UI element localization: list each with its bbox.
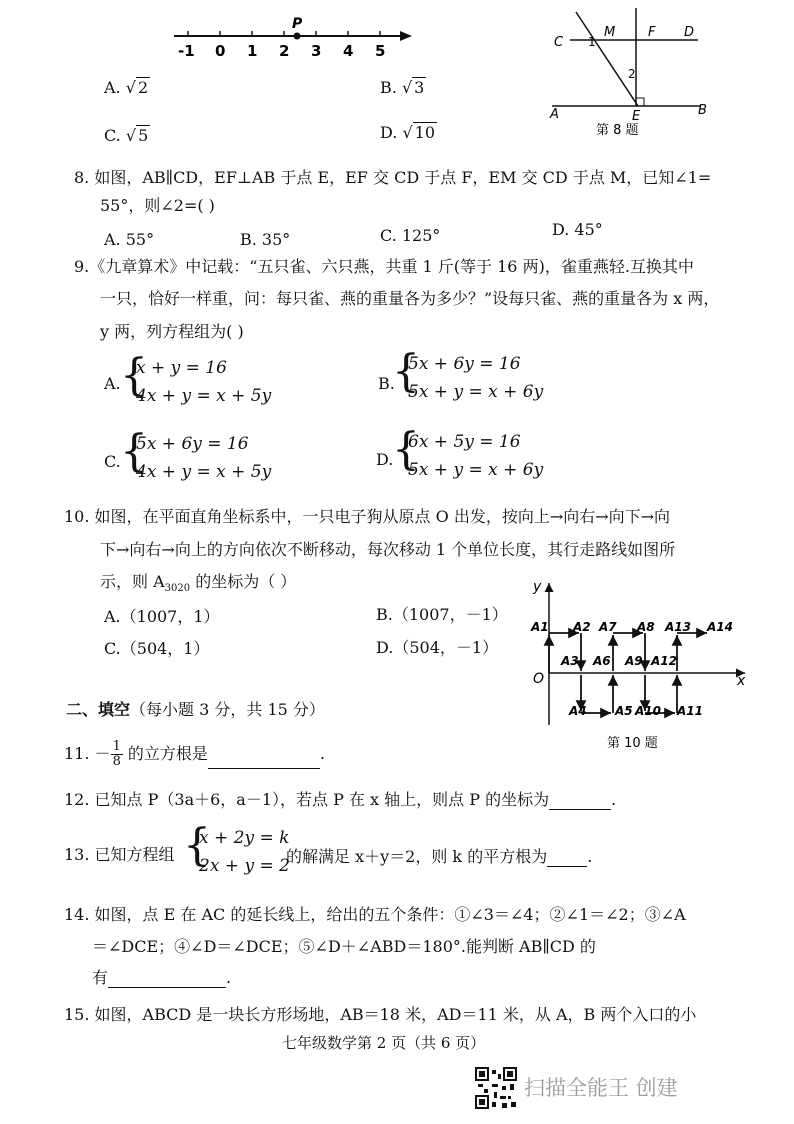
q13-system: { x + 2y = k 2x + y = 2 bbox=[183, 820, 290, 876]
svg-text:1: 1 bbox=[588, 35, 596, 49]
q12: 12. 已知点 P（3a＋6，a－1），若点 P 在 x 轴上，则点 P 的坐标为 . bbox=[64, 790, 617, 809]
svg-text:E: E bbox=[632, 109, 641, 124]
q8-stem-2: 55°，则∠2=( ) bbox=[100, 196, 215, 215]
q14-stem-2: ＝∠DCE；④∠D＝∠DCE；⑤∠D＋∠ABD＝180°.能判断 AB∥CD 的 bbox=[92, 937, 596, 956]
figure-10 bbox=[525, 575, 760, 755]
q14-answer-blank[interactable] bbox=[108, 969, 226, 988]
point-p-label: P bbox=[292, 16, 303, 32]
q14-stem-3: 有 . bbox=[92, 968, 232, 987]
svg-text:A5: A5 bbox=[615, 704, 633, 718]
svg-text:A2: A2 bbox=[573, 620, 591, 634]
svg-text:0: 0 bbox=[215, 42, 226, 60]
q8-stem: 8. 如图，AB∥CD，EF⊥AB 于点 E，EF 交 CD 于点 F，EM 交 CD 于点 M，已知∠1= bbox=[74, 168, 712, 187]
q9-stem: 9.《九章算术》中记载：“五只雀、六只燕，共重 1 斤(等于 16 两)，雀重燕轻.互换其中 bbox=[74, 257, 694, 276]
q9-option-d-system: { 6x + 5y = 16 5x + y = x + 6y bbox=[392, 424, 544, 480]
q10-stem-3: 示，则 $A_{3020}$ 的坐标为（ ） bbox=[100, 572, 297, 595]
svg-text:A7: A7 bbox=[599, 620, 617, 634]
q10-option-b[interactable]: B.（1007，－1） bbox=[376, 605, 508, 624]
svg-text:A1: A1 bbox=[531, 620, 549, 634]
q8-option-d[interactable]: D. 45° bbox=[552, 220, 603, 239]
number-line bbox=[168, 14, 418, 64]
q10-option-d[interactable]: D.（504，－1） bbox=[376, 638, 499, 657]
svg-text:2: 2 bbox=[628, 67, 636, 81]
figure-8 bbox=[548, 6, 718, 146]
svg-text:D: D bbox=[684, 25, 695, 40]
q9-stem-3: y 两，列方程组为( ) bbox=[100, 322, 244, 341]
svg-text:A9: A9 bbox=[625, 654, 643, 668]
q13-suffix: 的解满足 x＋y＝2，则 k 的平方根为 . bbox=[286, 847, 593, 866]
qr-code-icon bbox=[474, 1066, 518, 1110]
watermark-text: 扫描全能王 创建 bbox=[524, 1076, 678, 1100]
q9-option-d-label[interactable]: D. bbox=[376, 450, 394, 469]
svg-text:A4: A4 bbox=[569, 704, 587, 718]
q13-prefix: 13. 已知方程组 bbox=[64, 845, 175, 864]
svg-text:A3: A3 bbox=[561, 654, 579, 668]
svg-text:x: x bbox=[737, 673, 746, 689]
q9-option-b-system: { 5x + 6y = 16 5x + y = x + 6y bbox=[392, 346, 544, 402]
svg-text:第 10 题: 第 10 题 bbox=[607, 736, 658, 751]
q14-stem: 14. 如图，点 E 在 AC 的延长线上，给出的五个条件：①∠3＝∠4；②∠1＝∠2；③∠A bbox=[64, 905, 686, 924]
svg-text:3: 3 bbox=[311, 42, 322, 60]
q13-answer-blank[interactable] bbox=[547, 848, 587, 867]
svg-text:A6: A6 bbox=[593, 654, 611, 668]
q10-option-c[interactable]: C.（504，1） bbox=[104, 639, 210, 658]
q8-option-a[interactable]: A. 55° bbox=[104, 230, 155, 249]
q9-option-a-label[interactable]: A. bbox=[104, 374, 121, 393]
q8-option-c[interactable]: C. 125° bbox=[380, 226, 441, 245]
section-2-heading: 二、填空（每小题 3 分，共 15 分） bbox=[66, 700, 325, 719]
svg-text:A14: A14 bbox=[707, 620, 733, 634]
q10-stem-2: 下→向右→向上的方向依次不断移动，每次移动 1 个单位长度，其行走路线如图所 bbox=[100, 540, 676, 559]
svg-text:1: 1 bbox=[247, 42, 258, 60]
q7-option-c[interactable]: C. √ 5 bbox=[104, 126, 149, 145]
q9-option-c-system: { 5x + 6y = 16 4x + y = x + 5y bbox=[120, 426, 272, 482]
q11: 11. － $\frac{1}{8}$ 的立方根是 . bbox=[64, 739, 326, 769]
svg-text:A: A bbox=[550, 107, 559, 122]
svg-text:y: y bbox=[533, 579, 542, 595]
q10-stem: 10. 如图，在平面直角坐标系中，一只电子狗从原点 O 出发，按向上→向右→向下→向 bbox=[64, 507, 671, 526]
svg-text:B: B bbox=[698, 103, 707, 118]
point-p bbox=[294, 33, 301, 40]
svg-text:O: O bbox=[533, 671, 545, 687]
svg-text:M: M bbox=[604, 25, 616, 40]
svg-text:A13: A13 bbox=[665, 620, 691, 634]
q9-stem-2: 一只，恰好一样重，问：每只雀、燕的重量各为多少？”设每只雀、燕的重量各为 x 两， bbox=[100, 289, 720, 308]
q15-stem: 15. 如图，ABCD 是一块长方形场地，AB＝18 米，AD＝11 米，从 A，B 两个入口的小 bbox=[64, 1005, 697, 1024]
page-footer: 七年级数学第 2 页（共 6 页） bbox=[282, 1034, 486, 1052]
q11-answer-blank[interactable] bbox=[208, 750, 320, 769]
svg-text:A12: A12 bbox=[651, 654, 677, 668]
q7-option-b[interactable]: B. √ 3 bbox=[380, 78, 425, 97]
svg-text:A8: A8 bbox=[637, 620, 655, 634]
svg-text:4: 4 bbox=[343, 42, 354, 60]
q10-option-a[interactable]: A.（1007，1） bbox=[104, 607, 220, 626]
svg-text:-1: -1 bbox=[178, 42, 195, 60]
q8-option-b[interactable]: B. 35° bbox=[240, 230, 291, 249]
svg-text:第 8 题: 第 8 题 bbox=[596, 123, 639, 138]
svg-text:A11: A11 bbox=[677, 704, 703, 718]
q7-option-d[interactable]: D. √ 10 bbox=[380, 123, 435, 142]
q9-option-c-label[interactable]: C. bbox=[104, 452, 121, 471]
q12-answer-blank[interactable] bbox=[549, 791, 611, 810]
svg-text:A10: A10 bbox=[635, 704, 661, 718]
svg-text:5: 5 bbox=[375, 42, 386, 60]
svg-text:2: 2 bbox=[279, 42, 290, 60]
svg-text:C: C bbox=[554, 35, 564, 50]
q9-option-a-system: { x + y = 16 4x + y = x + 5y bbox=[120, 350, 272, 406]
svg-text:F: F bbox=[648, 25, 656, 40]
q9-option-b-label[interactable]: B. bbox=[378, 374, 395, 393]
q7-option-a[interactable]: A. √ 2 bbox=[104, 78, 149, 97]
